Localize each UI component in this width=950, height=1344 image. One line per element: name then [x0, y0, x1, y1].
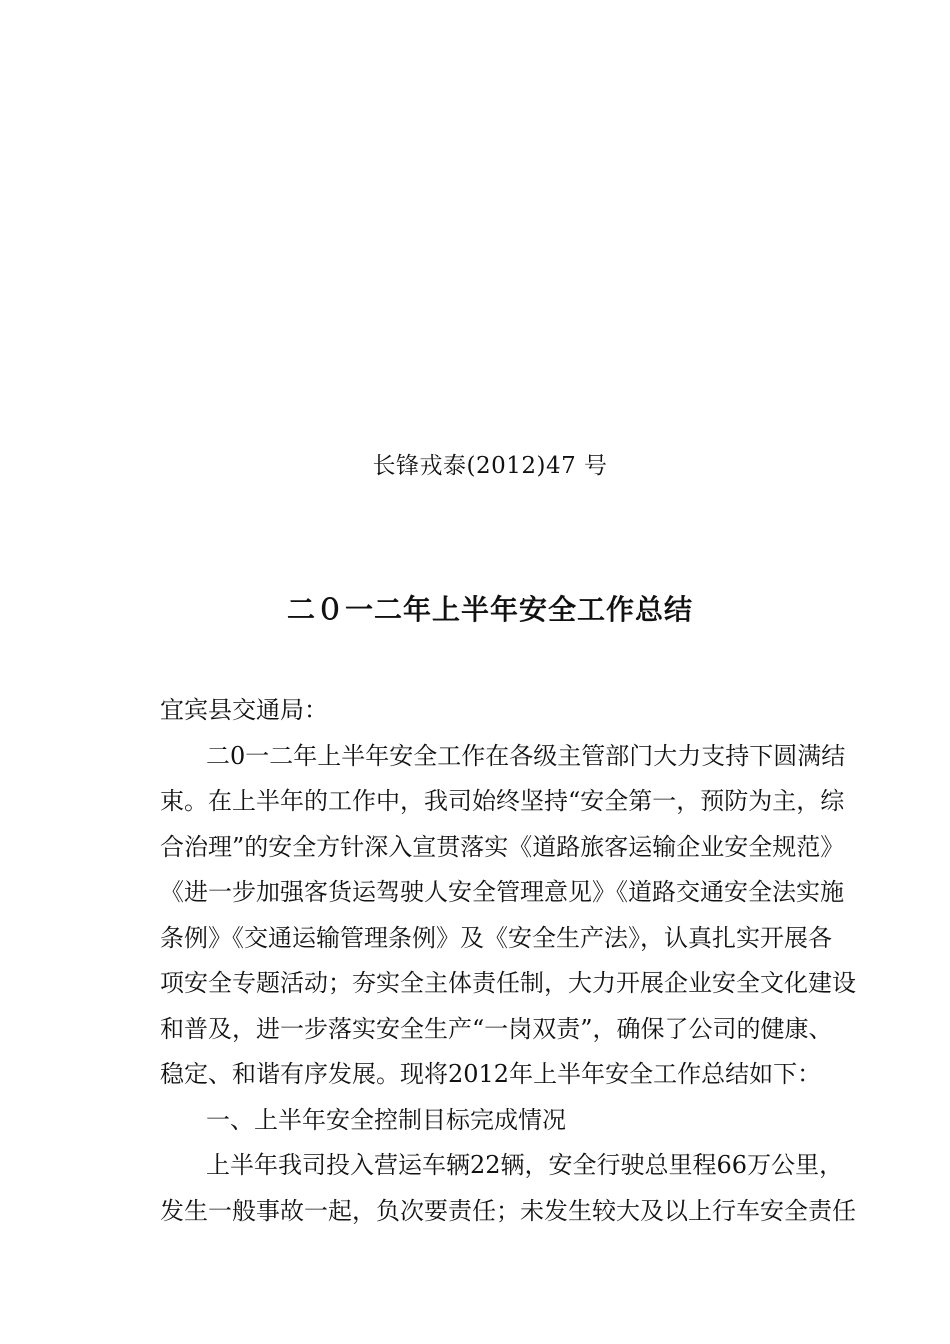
document-number: 长锋戎泰(2012)47 号: [372, 453, 608, 479]
paragraph-line: 项安全专题活动；夯实全主体责任制，大力开展企业安全文化建设: [160, 969, 856, 997]
document-title: 二０一二年上半年安全工作总结: [286, 593, 693, 626]
document-body: [160, 688, 900, 1234]
paragraph-line: 和普及，进一步落实安全生产“一岗双责”，确保了公司的健康、: [160, 1014, 833, 1043]
paragraph-line: 上半年我司投入营运车辆22辆，安全行驶总里程66万公里，: [206, 1151, 844, 1179]
paragraph-line: 二0一二年上半年安全工作在各级主管部门大力支持下圆满结: [206, 741, 846, 770]
paragraph-line: 发生一般事故一起，负次要责任；未发生较大及以上行车安全责任: [160, 1196, 856, 1225]
section-heading: 一、上半年安全控制目标完成情况: [206, 1105, 566, 1134]
salutation: 宜宾县交通局：: [160, 696, 328, 724]
paragraph-line: 束。在上半年的工作中，我司始终坚持“安全第一，预防为主，综: [160, 787, 845, 815]
paragraph-line: 条例》《交通运输管理条例》及《安全生产法》，认真扎实开展各: [160, 923, 832, 952]
paragraph-line: 稳定、和谐有序发展。现将2012年上半年安全工作总结如下：: [160, 1060, 822, 1088]
paragraph-line: 《进一步加强客货运驾驶人安全管理意见》《道路交通安全法实施: [160, 878, 844, 906]
paragraph-line: 合治理”的安全方针深入宣贯落实《道路旅客运输企业安全规范》: [160, 832, 845, 861]
